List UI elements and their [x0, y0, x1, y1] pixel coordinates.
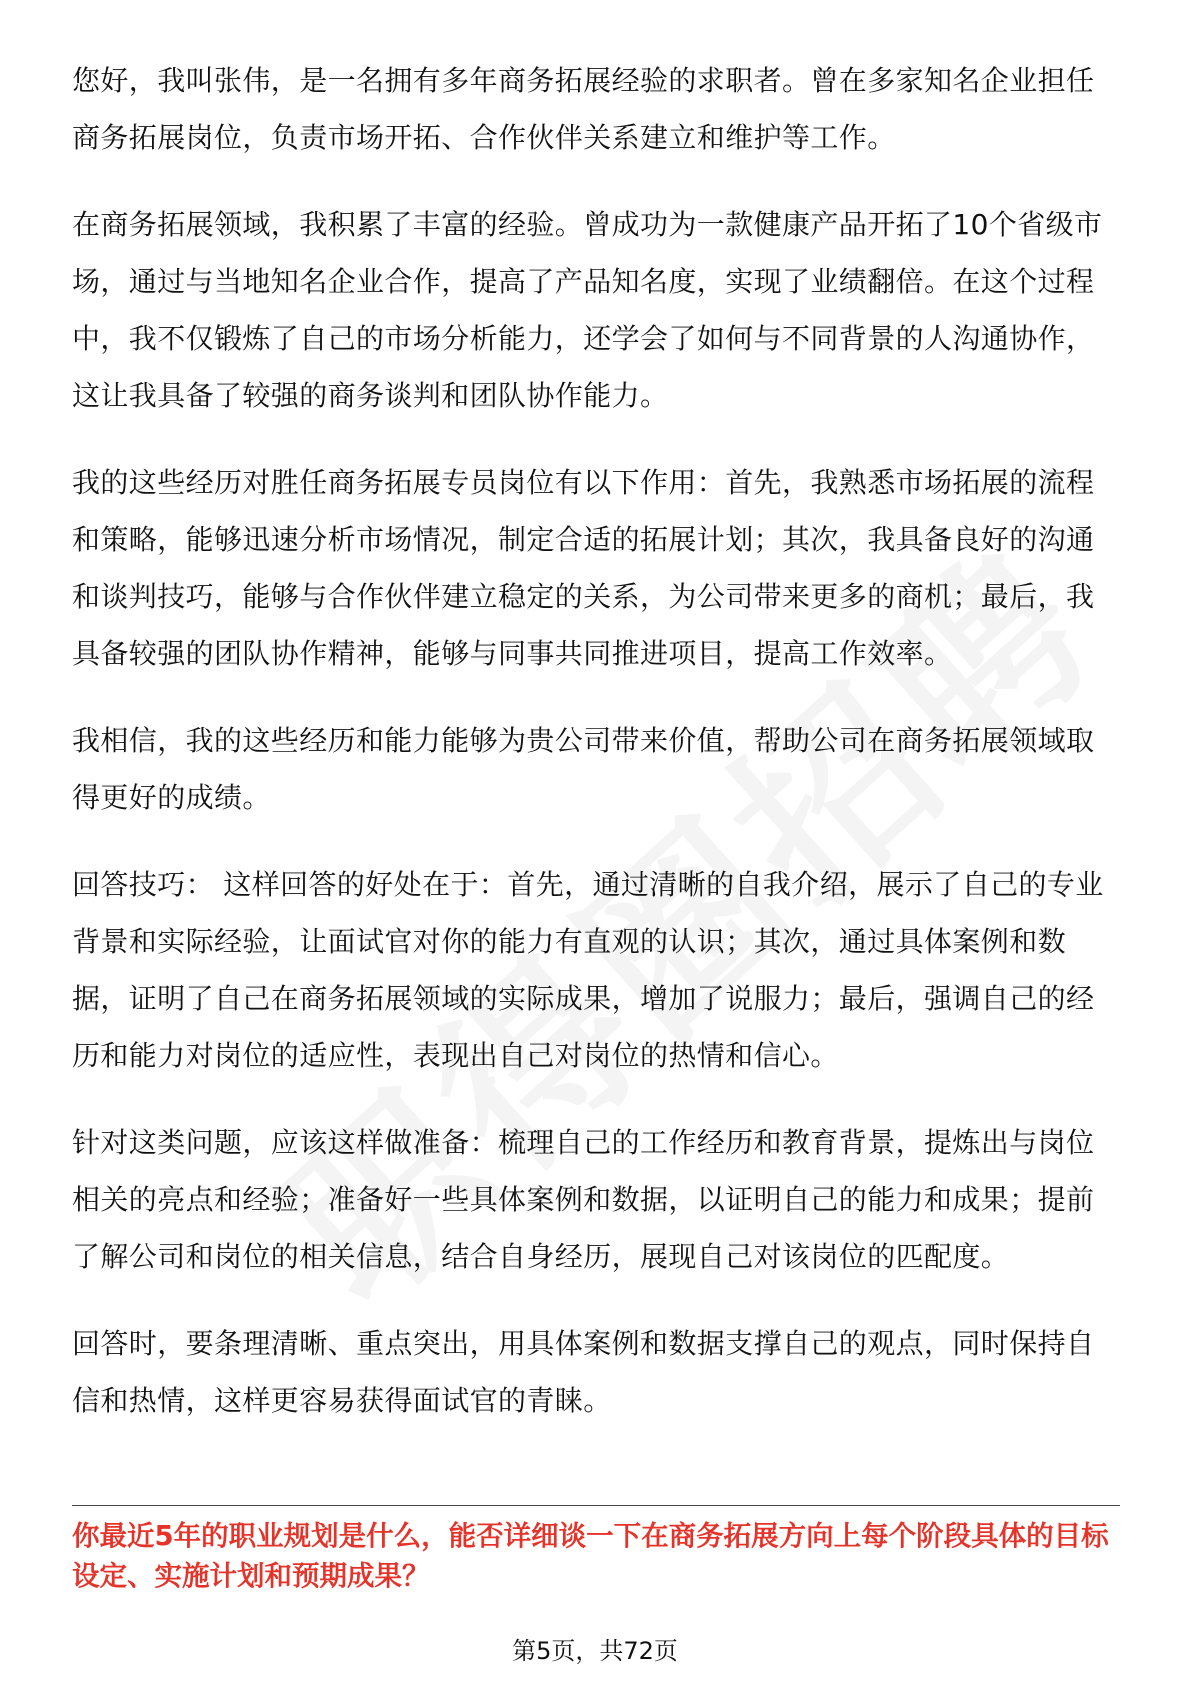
paragraph-role-fit: 我的这些经历对胜任商务拓展专员岗位有以下作用：首先，我熟悉市场拓展的流程和策略，能够迅速分析市场情况，制定合适的拓展计划；其次，我具备良好的沟通和谈判技巧，能够与合作伙伴建立稳定的关系，为公司带来更多的商机；最后，我具备较强的团队协作精神，能够与同事共同推进项目，提高工作效率。 — [72, 466, 1095, 670]
paragraph-conclusion: 我相信，我的这些经历和能力能够为贵公司带来价值，帮助公司在商务拓展领域取得更好的成绩。 — [72, 724, 1095, 814]
next-question-heading: 你最近5年的职业规划是什么，能否详细谈一下在商务拓展方向上每个阶段具体的目标设定、实施计划和预期成果？ — [72, 1520, 1109, 1592]
paragraph-answer-advice: 回答时，要条理清晰、重点突出，用具体案例和数据支撑自己的观点，同时保持自信和热情，这样更容易获得面试官的青睐。 — [72, 1327, 1095, 1417]
paragraph-preparation: 针对这类问题，应该这样做准备：梳理自己的工作经历和教育背景，提炼出与岗位相关的亮点和经验；准备好一些具体案例和数据，以证明自己的能力和成果；提前了解公司和岗位的相关信息，结合自身经历，展现自己对该岗位的匹配度。 — [72, 1126, 1095, 1273]
page-footer: 第5页，共72页 — [512, 1637, 678, 1665]
paragraph-intro: 您好，我叫张伟，是一名拥有多年商务拓展经验的求职者。曾在多家知名企业担任商务拓展岗位，负责市场开拓、合作伙伴关系建立和维护等工作。 — [72, 64, 1095, 154]
paragraph-experience: 在商务拓展领域，我积累了丰富的经验。曾成功为一款健康产品开拓了10个省级市场，通过与当地知名企业合作，提高了产品知名度，实现了业绩翻倍。在这个过程中，我不仅锻炼了自己的市场分析能力，还学会了如何与不同背景的人沟通协作，这让我具备了较强的商务谈判和团队协作能力。 — [72, 208, 1103, 412]
answer-body — [72, 52, 1120, 1459]
section-divider — [72, 1505, 1120, 1506]
paragraph-answer-tips: 回答技巧： 这样回答的好处在于：首先，通过清晰的自我介绍，展示了自己的专业背景和实际经验，让面试官对你的能力有直观的认识；其次，通过具体案例和数据，证明了自己在商务拓展领域的实际成果，增加了说服力；最后，强调自己的经历和能力对岗位的适应性，表现出自己对岗位的热情和信心。 — [72, 868, 1104, 1072]
